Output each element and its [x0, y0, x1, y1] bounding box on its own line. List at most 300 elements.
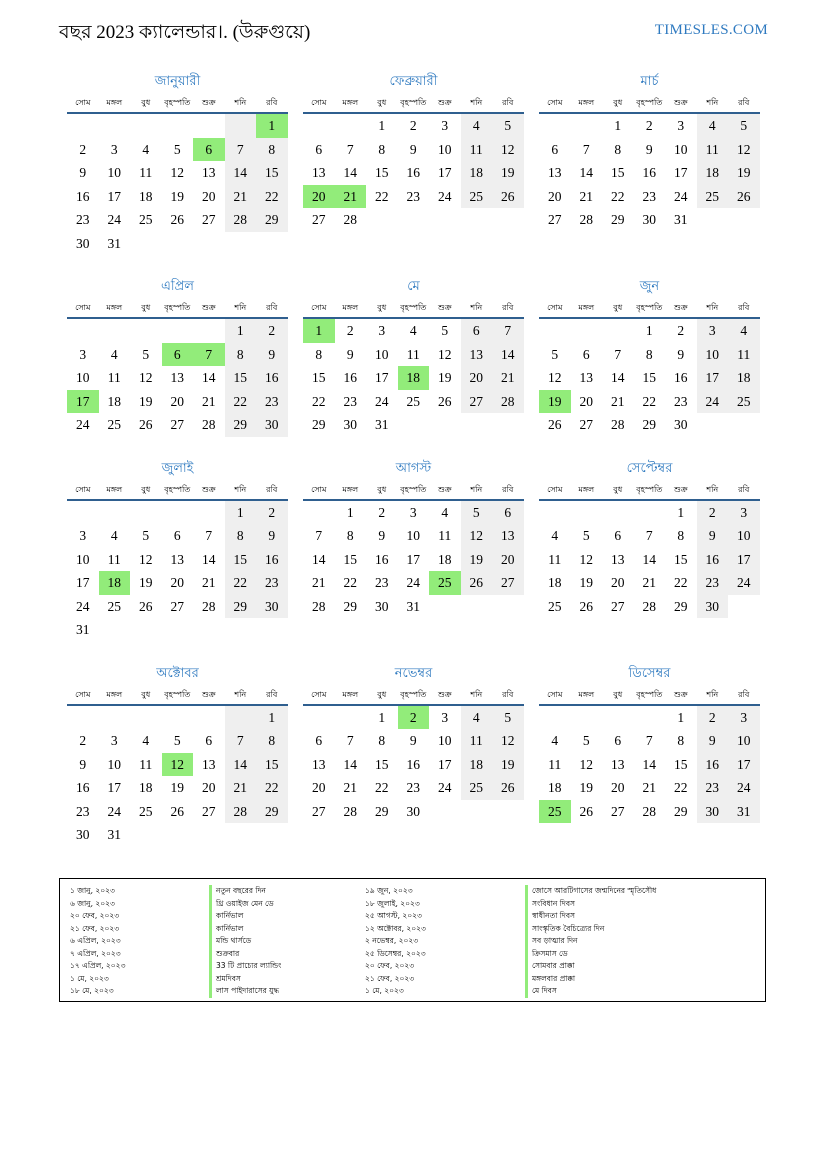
weekday-header	[303, 94, 524, 114]
weekday-label: বুধ	[613, 484, 623, 494]
day-cell: 1	[256, 114, 288, 138]
weekday-label: বুধ	[377, 98, 387, 107]
weekday-label: মঙ্গল	[342, 303, 359, 312]
weekday-label: রবি	[502, 484, 514, 494]
weekday-label: মঙ্গল	[106, 689, 123, 699]
weekday-label: শুক্র	[201, 98, 216, 107]
weekday-label: বুধ	[141, 689, 151, 699]
holiday-list	[59, 878, 766, 1002]
day-cell: 5	[728, 114, 760, 138]
holiday-date: ৭ এপ্রিল, ২০২৩	[70, 948, 121, 958]
day-cell: 10	[375, 346, 389, 362]
day-cell: 14	[611, 370, 625, 385]
day-cell: 3	[378, 323, 386, 338]
day-cell: 8	[256, 138, 288, 162]
holiday-name: মে দিবস	[525, 985, 656, 998]
week-row	[67, 548, 288, 572]
day-cell: 30	[674, 417, 688, 432]
day-cell: 7	[645, 733, 653, 748]
day-cell: 9	[697, 729, 729, 753]
day-cell: 24	[406, 575, 420, 590]
week-row	[67, 319, 288, 343]
day-cell: 16	[343, 370, 357, 385]
day-cell: 8	[645, 346, 653, 362]
day-cell: 3	[441, 118, 449, 133]
day-cell: 24	[76, 417, 90, 432]
month-block	[303, 277, 524, 437]
month-name: জুন	[639, 278, 660, 293]
empty-day-cell	[193, 319, 225, 343]
day-cell: 12	[461, 524, 493, 548]
weekday-label: মঙ্গল	[578, 689, 595, 699]
day-cell: 24	[674, 188, 688, 204]
day-cell: 22	[642, 393, 656, 409]
day-cell: 1	[614, 118, 622, 133]
day-cell: 13	[202, 756, 216, 772]
day-cell: 29	[225, 413, 257, 437]
day-cell: 22	[611, 188, 625, 204]
day-cell: 10	[406, 528, 420, 543]
empty-day-cell	[461, 413, 493, 437]
day-cell: 31	[107, 827, 121, 842]
empty-day-cell	[256, 232, 288, 256]
day-cell: 16	[76, 780, 90, 795]
empty-day-cell	[225, 232, 257, 256]
day-cell: 3	[409, 504, 417, 520]
weekday-label: বুধ	[613, 689, 623, 699]
empty-day-cell	[99, 319, 131, 343]
day-cell: 17	[728, 753, 760, 777]
site-link[interactable]: TIMESLES.COM	[654, 22, 768, 38]
week-row	[539, 524, 760, 548]
month-block	[303, 72, 524, 255]
day-cell: 16	[256, 366, 288, 390]
day-cell: 6	[173, 528, 181, 543]
week-row	[67, 800, 288, 824]
weekday-label: সোম	[547, 689, 563, 699]
month-row	[67, 72, 760, 255]
day-cell: 15	[375, 756, 389, 772]
day-cell: 19	[728, 161, 760, 185]
weekday-label: বৃহস্পতি	[164, 689, 191, 699]
holiday-date: ১ মে, ২০২৩	[365, 986, 404, 995]
empty-day-cell	[398, 208, 430, 232]
week-row	[67, 161, 288, 185]
day-cell: 6	[582, 346, 590, 362]
day-cell: 19	[139, 393, 153, 409]
day-cell: 15	[611, 165, 625, 180]
holiday-name: শ্রমদিবস	[209, 973, 281, 986]
empty-day-cell	[130, 706, 162, 730]
weekday-label: রবি	[738, 303, 750, 312]
day-cell: 3	[110, 733, 118, 748]
month-block	[539, 459, 760, 642]
empty-day-cell	[193, 823, 225, 847]
day-cell: 17	[107, 188, 121, 204]
month-name: নভেম্বর	[394, 664, 433, 680]
weekday-label: সোম	[75, 303, 91, 312]
weekday-label: বৃহস্পতি	[400, 303, 427, 312]
empty-day-cell	[99, 114, 131, 138]
weekday-label: শনি	[234, 98, 247, 107]
day-cell: 21	[611, 393, 625, 409]
day-cell: 13	[312, 756, 326, 772]
day-cell: 1	[677, 504, 685, 520]
day-cell: 27	[170, 598, 184, 614]
day-cell: 12	[170, 165, 184, 180]
week-row	[67, 706, 288, 730]
week-row	[539, 776, 760, 800]
day-cell: 24	[438, 780, 452, 795]
week-row	[539, 114, 760, 138]
empty-day-cell	[539, 114, 571, 138]
day-cell: 16	[697, 548, 729, 572]
week-row	[539, 706, 760, 730]
day-cell: 25	[539, 800, 571, 824]
day-cell: 28	[642, 598, 656, 614]
day-cell: 14	[343, 165, 357, 180]
weekday-header	[67, 299, 288, 319]
weekday-label: শনি	[706, 98, 719, 107]
day-cell: 18	[99, 571, 131, 595]
week-row	[303, 753, 524, 777]
day-cell: 26	[170, 803, 184, 819]
weekday-label: শনি	[470, 303, 483, 312]
holiday-date: ২০ ফেব, ২০২৩	[70, 911, 120, 920]
day-cell: 11	[406, 346, 420, 362]
day-cell: 6	[551, 141, 559, 157]
empty-day-cell	[429, 800, 461, 824]
month-block	[539, 664, 760, 847]
day-cell: 7	[205, 528, 213, 543]
empty-day-cell	[492, 208, 524, 232]
day-cell: 13	[170, 551, 184, 567]
holiday-name: মন্ডি থার্সডে	[209, 935, 281, 948]
day-cell: 13	[170, 370, 184, 385]
week-row	[67, 753, 288, 777]
weekday-label: শনি	[706, 303, 719, 312]
weekday-label: শনি	[470, 484, 483, 494]
weekday-label: শুক্র	[437, 484, 452, 494]
day-cell: 3	[728, 501, 760, 525]
weekday-label: শনি	[234, 303, 247, 312]
day-cell: 1	[677, 709, 685, 725]
empty-day-cell	[634, 706, 666, 730]
week-row	[539, 161, 760, 185]
weekday-label: রবি	[738, 689, 750, 699]
day-cell: 9	[645, 141, 653, 157]
month-block	[303, 664, 524, 847]
day-cell: 28	[611, 417, 625, 432]
day-cell: 13	[611, 756, 625, 772]
week-row	[67, 232, 288, 256]
day-cell: 18	[438, 551, 452, 567]
day-cell: 17	[67, 390, 99, 414]
day-cell: 23	[674, 393, 688, 409]
day-cell: 25	[107, 417, 121, 432]
day-cell: 8	[315, 346, 323, 362]
day-cell: 27	[461, 390, 493, 414]
day-cell: 21	[335, 185, 367, 209]
weekday-label: সোম	[75, 689, 91, 699]
day-cell: 4	[110, 346, 118, 362]
weekday-label: সোম	[547, 303, 563, 312]
day-cell: 18	[461, 161, 493, 185]
holiday-names-left	[209, 885, 281, 998]
empty-day-cell	[461, 208, 493, 232]
day-cell: 28	[343, 212, 357, 227]
empty-day-cell	[256, 618, 288, 642]
day-cell: 17	[674, 165, 688, 180]
day-cell: 6	[162, 343, 194, 367]
day-cell: 20	[492, 548, 524, 572]
day-cell: 19	[579, 780, 593, 795]
day-cell: 3	[79, 528, 87, 543]
day-cell: 27	[170, 417, 184, 432]
day-cell: 7	[582, 141, 590, 157]
day-cell: 27	[202, 212, 216, 227]
day-cell: 8	[677, 733, 685, 748]
day-cell: 5	[441, 323, 449, 338]
day-cell: 30	[406, 803, 420, 819]
calendar-grid	[67, 72, 760, 869]
day-cell: 10	[76, 551, 90, 567]
empty-day-cell	[225, 706, 257, 730]
day-cell: 6	[315, 141, 323, 157]
day-cell: 5	[582, 733, 590, 748]
day-cell: 4	[551, 528, 559, 543]
day-cell: 14	[579, 165, 593, 180]
empty-day-cell	[193, 501, 225, 525]
week-row	[303, 138, 524, 162]
day-cell: 26	[728, 185, 760, 209]
week-row	[303, 729, 524, 753]
holiday-name: নতুন বছরের দিন	[209, 885, 281, 898]
day-cell: 10	[438, 733, 452, 748]
month-name: মার্চ	[640, 73, 659, 88]
day-cell: 13	[461, 343, 493, 367]
day-cell: 2	[677, 323, 685, 338]
day-cell: 22	[343, 575, 357, 590]
day-cell: 5	[492, 706, 524, 730]
week-row	[539, 548, 760, 572]
day-cell: 23	[406, 188, 420, 204]
day-cell: 8	[677, 528, 685, 543]
day-cell: 21	[343, 780, 357, 795]
day-cell: 12	[162, 753, 194, 777]
day-cell: 31	[674, 212, 688, 227]
day-cell: 24	[697, 390, 729, 414]
month-row	[67, 277, 760, 437]
weekday-label: সোম	[75, 98, 91, 107]
day-cell: 12	[139, 551, 153, 567]
day-cell: 14	[343, 756, 357, 772]
day-cell: 23	[343, 393, 357, 409]
day-cell: 19	[170, 780, 184, 795]
weekday-header	[67, 481, 288, 501]
day-cell: 26	[548, 417, 562, 432]
day-cell: 29	[225, 595, 257, 619]
day-cell: 23	[256, 390, 288, 414]
day-cell: 8	[614, 141, 622, 157]
week-row	[67, 618, 288, 642]
day-cell: 14	[312, 551, 326, 567]
day-cell: 23	[697, 571, 729, 595]
day-cell: 22	[256, 185, 288, 209]
day-cell: 1	[256, 706, 288, 730]
weekday-label: শুক্র	[201, 484, 216, 494]
day-cell: 30	[375, 598, 389, 614]
day-cell: 15	[674, 551, 688, 567]
weekday-label: মঙ্গল	[578, 484, 595, 494]
day-cell: 16	[406, 165, 420, 180]
day-cell: 4	[409, 323, 417, 338]
day-cell: 30	[256, 595, 288, 619]
day-cell: 17	[728, 548, 760, 572]
weekday-label: বৃহস্পতি	[164, 484, 191, 494]
day-cell: 9	[256, 343, 288, 367]
holiday-date: ১৮ জুলাই, ২০২৩	[365, 898, 420, 908]
weekday-header	[67, 686, 288, 706]
day-cell: 6	[193, 138, 225, 162]
weekday-label: শুক্র	[673, 303, 688, 312]
empty-day-cell	[634, 501, 666, 525]
day-cell: 17	[76, 575, 90, 590]
weekday-label: বৃহস্পতি	[636, 484, 663, 494]
day-cell: 30	[697, 595, 729, 619]
day-cell: 21	[642, 575, 656, 590]
day-cell: 26	[579, 598, 593, 614]
holiday-date: ২৫ ডিসেম্বর, ২০২৩	[365, 948, 426, 958]
empty-day-cell	[303, 501, 335, 525]
week-row	[67, 138, 288, 162]
day-cell: 23	[642, 188, 656, 204]
holiday-name: কার্নিভাল	[209, 910, 281, 923]
weekday-label: রবি	[738, 98, 750, 107]
day-cell: 23	[697, 776, 729, 800]
day-cell: 21	[225, 776, 257, 800]
weekday-label: বুধ	[377, 484, 387, 494]
day-cell: 22	[225, 571, 257, 595]
weekday-label: সোম	[547, 98, 563, 107]
empty-day-cell	[539, 706, 571, 730]
weekday-header	[303, 299, 524, 319]
day-cell: 2	[79, 733, 87, 748]
day-cell: 11	[461, 729, 493, 753]
weekday-label: মঙ্গল	[342, 484, 359, 494]
holiday-date: ২ নভেম্বর, ২০২৩	[365, 936, 419, 945]
day-cell: 3	[441, 709, 449, 725]
empty-day-cell	[602, 706, 634, 730]
day-cell: 12	[139, 370, 153, 385]
day-cell: 14	[225, 161, 257, 185]
weekday-label: মঙ্গল	[578, 98, 595, 107]
day-cell: 23	[375, 575, 389, 590]
day-cell: 30	[642, 212, 656, 227]
empty-day-cell	[162, 232, 194, 256]
weekday-label: বৃহস্পতি	[400, 689, 427, 699]
day-cell: 12	[728, 138, 760, 162]
week-row	[303, 208, 524, 232]
day-cell: 18	[461, 753, 493, 777]
week-row	[303, 366, 524, 390]
week-row	[67, 366, 288, 390]
day-cell: 26	[492, 185, 524, 209]
month-name: জুলাই	[161, 459, 194, 475]
empty-day-cell	[67, 706, 99, 730]
day-cell: 7	[346, 141, 354, 157]
day-cell: 14	[202, 370, 216, 385]
month-name: এপ্রিল	[161, 278, 194, 293]
day-cell: 2	[697, 706, 729, 730]
week-row	[303, 800, 524, 824]
weekday-label: রবি	[502, 689, 514, 699]
day-cell: 27	[312, 212, 326, 227]
day-cell: 17	[406, 551, 420, 567]
weekday-label: শনি	[706, 689, 719, 699]
weekday-label: শনি	[470, 98, 483, 107]
day-cell: 14	[225, 753, 257, 777]
week-row	[67, 776, 288, 800]
holiday-name: সোমবার প্রাক্কা	[525, 960, 656, 973]
empty-day-cell	[162, 319, 194, 343]
weekday-label: বুধ	[377, 689, 387, 699]
weekday-label: বুধ	[141, 98, 151, 107]
weekday-label: শনি	[234, 484, 247, 494]
day-cell: 30	[697, 800, 729, 824]
day-cell: 1	[378, 118, 386, 133]
day-cell: 18	[728, 366, 760, 390]
day-cell: 30	[76, 827, 90, 842]
day-cell: 19	[438, 370, 452, 385]
empty-day-cell	[571, 114, 603, 138]
day-cell: 26	[170, 212, 184, 227]
day-cell: 24	[107, 212, 121, 227]
day-cell: 3	[697, 319, 729, 343]
week-row	[303, 413, 524, 437]
day-cell: 20	[170, 575, 184, 590]
day-cell: 24	[375, 393, 389, 409]
weekday-label: মঙ্গল	[106, 303, 123, 312]
day-cell: 10	[728, 729, 760, 753]
day-cell: 19	[170, 188, 184, 204]
day-cell: 12	[548, 370, 562, 385]
empty-day-cell	[335, 114, 367, 138]
month-block	[67, 459, 288, 642]
day-cell: 23	[76, 803, 90, 819]
day-cell: 10	[107, 165, 121, 180]
holiday-name: স্বাধীনতা দিবস	[525, 910, 656, 923]
day-cell: 4	[461, 114, 493, 138]
day-cell: 2	[409, 118, 417, 133]
day-cell: 19	[139, 575, 153, 590]
holiday-dates-right	[365, 885, 426, 998]
day-cell: 5	[492, 114, 524, 138]
day-cell: 25	[461, 776, 493, 800]
holiday-name: জোসে আরটিগাসের জন্মদিনের স্মৃতিসৌধ	[525, 885, 656, 898]
weekday-label: শুক্র	[201, 303, 216, 312]
week-row	[303, 390, 524, 414]
day-cell: 16	[256, 548, 288, 572]
weekday-header	[539, 686, 760, 706]
day-cell: 19	[539, 390, 571, 414]
empty-day-cell	[67, 319, 99, 343]
day-cell: 4	[551, 733, 559, 748]
holiday-name: শুক্রবার	[209, 948, 281, 961]
week-row	[303, 185, 524, 209]
day-cell: 1	[225, 501, 257, 525]
day-cell: 8	[225, 524, 257, 548]
